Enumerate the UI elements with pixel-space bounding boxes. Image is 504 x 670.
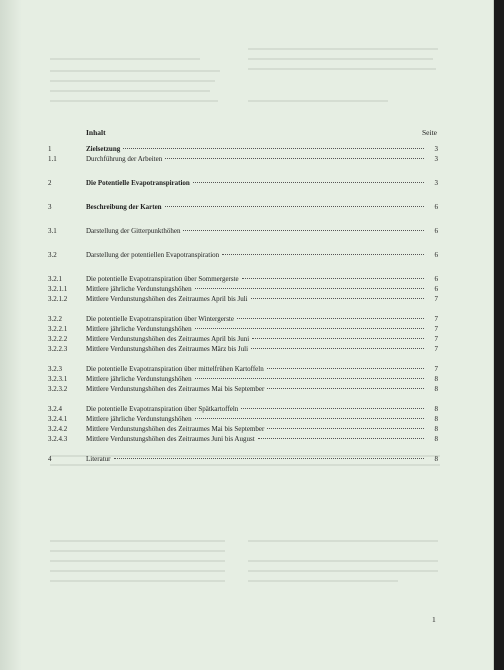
toc-entry [48, 315, 438, 325]
dot-leader [193, 182, 424, 183]
bleed-through-line [50, 540, 225, 542]
toc-entry-number: 3.1 [48, 227, 57, 235]
toc-entry-number: 3.2.2.3 [48, 345, 68, 353]
toc-entry [48, 425, 438, 435]
dot-leader [165, 206, 424, 207]
toc-entry-number: 3.2.3 [48, 365, 62, 373]
toc-entry [48, 285, 438, 295]
toc-entry [48, 415, 438, 425]
toc-entry-number: 1.1 [48, 155, 57, 163]
bleed-through-line [50, 90, 210, 92]
toc-entry-title: Mittlere Verdunstungshöhen des Zeitraumes März bis Juli [86, 345, 249, 353]
toc-entry-page: 8 [434, 385, 438, 393]
bleed-through-line [50, 70, 220, 72]
toc-entry [48, 275, 438, 285]
toc-entry-page: 8 [434, 435, 438, 443]
dot-leader [165, 158, 424, 159]
toc-entry [48, 251, 438, 261]
dot-leader [183, 230, 424, 231]
dot-leader [195, 378, 424, 379]
toc-entry-page: 6 [434, 251, 438, 259]
dot-leader [123, 148, 424, 149]
toc-entry-page: 6 [434, 227, 438, 235]
toc-entry-title: Mittlere Verdunstungshöhen des Zeitraumes Mai bis September [86, 385, 265, 393]
toc-entry-number: 3.2.2 [48, 315, 62, 323]
toc-entry-number: 3.2.4.3 [48, 435, 68, 443]
toc-entry-number: 3.2.3.2 [48, 385, 68, 393]
toc-entry-page: 7 [434, 335, 438, 343]
dot-leader [241, 408, 424, 409]
bleed-through-line [248, 570, 438, 572]
bleed-through-line [248, 68, 436, 70]
toc-entry-title: Mittlere Verdunstungshöhen des Zeitraumes Juni bis August [86, 435, 255, 443]
toc-entry [48, 203, 438, 213]
toc-entry-title: Mittlere Verdunstungshöhen des Zeitraumes April bis Juli [86, 295, 248, 303]
toc-entry-page: 6 [434, 203, 438, 211]
dot-leader [267, 388, 424, 389]
toc-entry-page: 7 [434, 365, 438, 373]
toc-entry-title: Die Potentielle Evapotranspiration [86, 179, 190, 187]
toc-entry-number: 3 [48, 203, 52, 211]
toc-entry [48, 435, 438, 445]
dot-leader [252, 338, 424, 339]
toc-entry-number: 3.2 [48, 251, 57, 259]
toc-entry-title: Die potentielle Evapotranspiration über Spätkartoffeln [86, 405, 239, 413]
toc-entry-page: 8 [434, 425, 438, 433]
toc-entry-title: Mittlere jährliche Verdunstungshöhen [86, 375, 192, 383]
toc-entry-page: 8 [434, 455, 438, 463]
toc-entry-number: 3.2.3.1 [48, 375, 68, 383]
toc-entry-title: Darstellung der potentiellen Evapotranspiration [86, 251, 220, 259]
toc-entry-page: 3 [434, 155, 438, 163]
toc-entry [48, 179, 438, 189]
bleed-through-line [248, 100, 388, 102]
bleed-through-line [248, 58, 433, 60]
toc-entry-number: 4 [48, 455, 52, 463]
toc-entry [48, 455, 438, 465]
toc-entry [48, 385, 438, 395]
dot-leader [195, 418, 424, 419]
toc-entry [48, 365, 438, 375]
bleed-through-line [50, 58, 200, 60]
toc-entry-page: 7 [434, 315, 438, 323]
toc-entry-number: 1 [48, 145, 52, 153]
toc-entry-page: 6 [434, 275, 438, 283]
toc-entry-title: Mittlere jährliche Verdunstungshöhen [86, 285, 192, 293]
toc-entry-number: 3.2.4.1 [48, 415, 68, 423]
dot-leader [267, 428, 424, 429]
toc-entry [48, 405, 438, 415]
toc-entry-number: 3.2.1.2 [48, 295, 68, 303]
page-edge-shadow [0, 0, 22, 670]
bleed-through-line [248, 48, 438, 50]
toc-entry-title: Literatur [86, 455, 111, 463]
dot-leader [237, 318, 424, 319]
bleed-through-line [248, 560, 438, 562]
toc-entry [48, 145, 438, 155]
toc-entry-number: 3.2.1.1 [48, 285, 68, 293]
toc-entry-title: Beschreibung der Karten [86, 203, 162, 211]
toc-entry-title: Darstellung der Gitterpunkthöhen [86, 227, 181, 235]
toc-entry-page: 8 [434, 415, 438, 423]
dot-leader [251, 298, 424, 299]
dot-leader [222, 254, 424, 255]
toc-entry-number: 3.2.1 [48, 275, 62, 283]
toc-entry-page: 6 [434, 285, 438, 293]
toc-entry [48, 155, 438, 165]
toc-entry-page: 7 [434, 295, 438, 303]
toc-entry-page: 8 [434, 405, 438, 413]
toc-entry [48, 345, 438, 355]
bleed-through-line [50, 80, 215, 82]
toc-entry-title: Mittlere jährliche Verdunstungshöhen [86, 415, 192, 423]
toc-page-column-label: Seite [422, 128, 437, 137]
toc-entry [48, 325, 438, 335]
dot-leader [251, 348, 424, 349]
toc-entry [48, 227, 438, 237]
dot-leader [195, 328, 424, 329]
page-number: 1 [432, 615, 436, 624]
toc-entry-title: Durchführung der Arbeiten [86, 155, 163, 163]
toc-entry-page: 7 [434, 325, 438, 333]
toc-entry [48, 375, 438, 385]
bleed-through-line [248, 540, 438, 542]
toc-entry-number: 3.2.4.2 [48, 425, 68, 433]
toc-entry-title: Mittlere jährliche Verdunstungshöhen [86, 325, 192, 333]
toc-entry-title: Mittlere Verdunstungshöhen des Zeitraumes Mai bis September [86, 425, 265, 433]
toc-heading: Inhalt [86, 128, 106, 137]
bleed-through-line [50, 560, 225, 562]
toc-entry [48, 295, 438, 305]
toc-entry-title: Die potentielle Evapotranspiration über mittelfrühen Kartoffeln [86, 365, 264, 373]
toc-entry-page: 8 [434, 375, 438, 383]
bleed-through-line [50, 100, 218, 102]
dot-leader [258, 438, 424, 439]
toc-entry-page: 3 [434, 179, 438, 187]
bleed-through-line [50, 570, 225, 572]
toc-entry-number: 3.2.2.2 [48, 335, 68, 343]
dot-leader [242, 278, 424, 279]
toc-entry-page: 3 [434, 145, 438, 153]
bleed-through-line [248, 580, 398, 582]
toc-entry-page: 7 [434, 345, 438, 353]
toc-entry-number: 3.2.2.1 [48, 325, 68, 333]
toc-entry-title: Die potentielle Evapotranspiration über Sommergerste [86, 275, 239, 283]
bleed-through-line [50, 550, 225, 552]
toc-entry-title: Die potentielle Evapotranspiration über Wintergerste [86, 315, 234, 323]
toc-entry [48, 335, 438, 345]
toc-entry-number: 3.2.4 [48, 405, 62, 413]
toc-entry-title: Mittlere Verdunstungshöhen des Zeitraumes April bis Juni [86, 335, 250, 343]
bleed-through-line [50, 580, 225, 582]
dot-leader [267, 368, 424, 369]
table-of-contents [48, 145, 438, 465]
dot-leader [195, 288, 424, 289]
dot-leader [114, 458, 425, 459]
toc-entry-number: 2 [48, 179, 52, 187]
toc-entry-title: Zielsetzung [86, 145, 121, 153]
